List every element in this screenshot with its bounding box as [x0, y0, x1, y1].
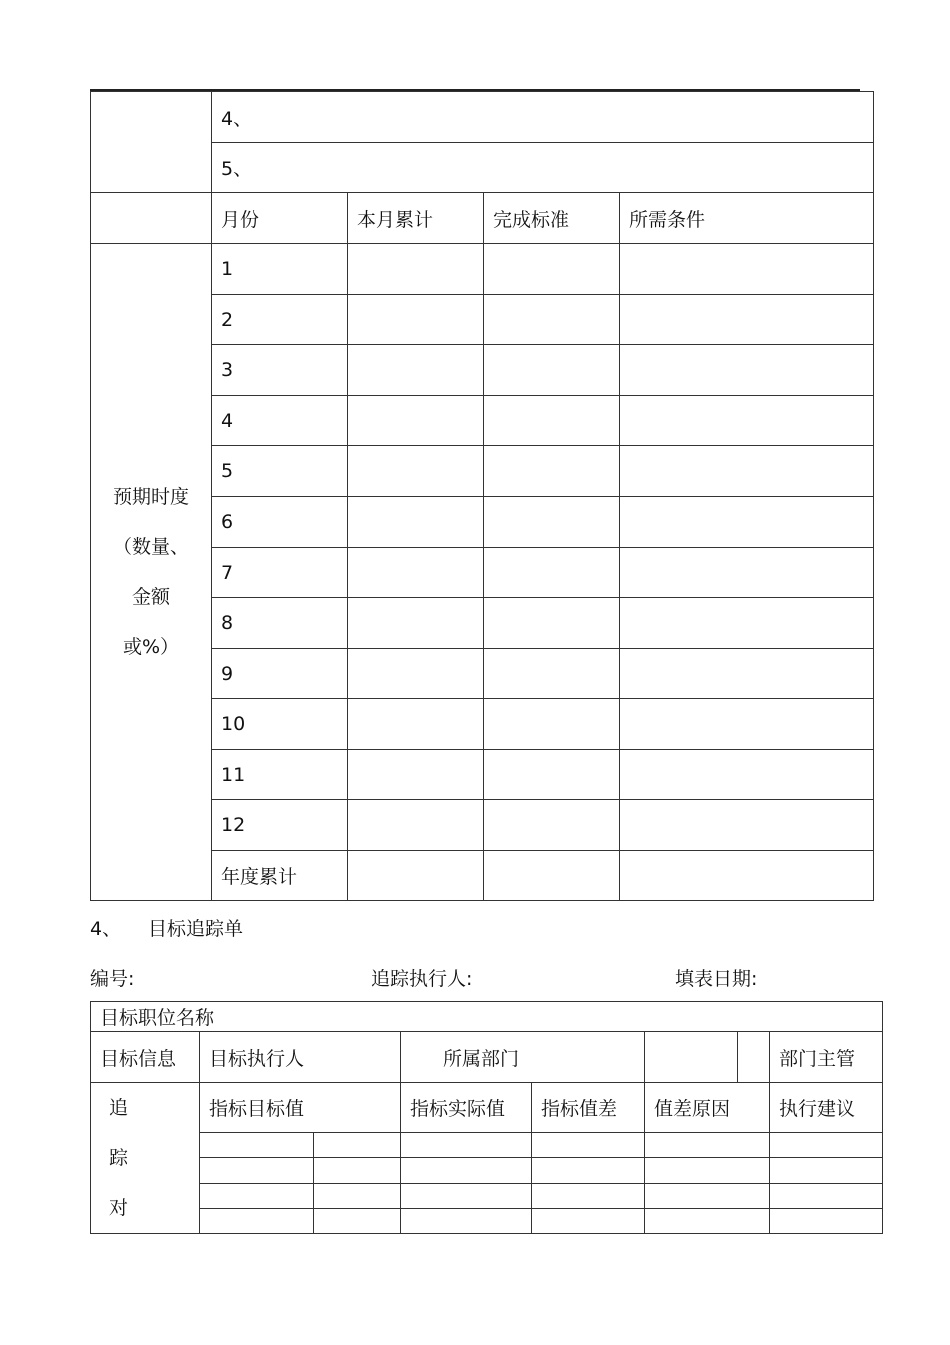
- empty-cell[interactable]: [200, 1184, 314, 1209]
- header-conditions: 所需条件: [620, 193, 874, 244]
- title-row: [91, 1002, 883, 1032]
- empty-cell[interactable]: [620, 851, 874, 901]
- empty-cell[interactable]: [484, 598, 620, 649]
- empty-cell[interactable]: [484, 497, 620, 548]
- header-standard: 完成标准: [484, 193, 620, 244]
- empty-cell[interactable]: [770, 1158, 883, 1184]
- header-actual-value: 指标实际值: [401, 1083, 532, 1133]
- table-row: [91, 1184, 883, 1209]
- empty-cell[interactable]: [348, 699, 484, 750]
- month-cell: 3: [212, 345, 348, 396]
- header-cumulative: 本月累计: [348, 193, 484, 244]
- empty-cell[interactable]: [484, 345, 620, 396]
- empty-cell[interactable]: [645, 1209, 770, 1234]
- empty-cell[interactable]: [620, 548, 874, 598]
- empty-cell[interactable]: [348, 649, 484, 699]
- info-row: [91, 1032, 883, 1083]
- divider: [737, 1032, 738, 1082]
- empty-cell[interactable]: [401, 1184, 532, 1209]
- empty-cell[interactable]: [620, 446, 874, 497]
- empty-cell[interactable]: [645, 1133, 770, 1158]
- empty-cell[interactable]: [620, 598, 874, 649]
- header-row: [91, 193, 874, 244]
- info-label-cell: 目标信息: [91, 1032, 200, 1083]
- empty-cell[interactable]: [401, 1133, 532, 1158]
- empty-cell[interactable]: [620, 497, 874, 548]
- tracker-label: 追踪执行人:: [371, 968, 473, 990]
- empty-cell[interactable]: [620, 244, 874, 295]
- month-cell: 4: [212, 396, 348, 446]
- empty-cell[interactable]: [200, 1209, 314, 1234]
- empty-cell[interactable]: [645, 1184, 770, 1209]
- empty-cell[interactable]: [484, 446, 620, 497]
- table-row: [91, 1209, 883, 1234]
- empty-cell[interactable]: [348, 800, 484, 851]
- table-row: [91, 1158, 883, 1184]
- blank-cell: [91, 92, 212, 193]
- position-title-cell: 目标职位名称: [91, 1002, 883, 1032]
- table-row: [91, 1133, 883, 1158]
- empty-cell[interactable]: [348, 497, 484, 548]
- empty-cell[interactable]: [348, 851, 484, 901]
- empty-cell[interactable]: [484, 750, 620, 800]
- date-label: 填表日期:: [675, 968, 758, 990]
- supervisor-cell: 部门主管: [770, 1032, 883, 1083]
- item-5-cell: 5、: [212, 143, 874, 193]
- month-cell: 11: [212, 750, 348, 800]
- month-cell: 7: [212, 548, 348, 598]
- empty-cell[interactable]: [348, 548, 484, 598]
- empty-cell[interactable]: [348, 446, 484, 497]
- empty-cell[interactable]: [484, 396, 620, 446]
- month-cell: 10: [212, 699, 348, 750]
- empty-cell[interactable]: [484, 699, 620, 750]
- track-char: 追: [109, 1097, 129, 1119]
- empty-cell[interactable]: [348, 396, 484, 446]
- month-cell: 8: [212, 598, 348, 649]
- empty-cell[interactable]: [620, 750, 874, 800]
- empty-cell[interactable]: [314, 1158, 401, 1184]
- month-cell: 1: [212, 244, 348, 295]
- month-cell: 6: [212, 497, 348, 548]
- empty-cell[interactable]: [348, 295, 484, 345]
- empty-cell[interactable]: [532, 1133, 645, 1158]
- empty-cell[interactable]: [532, 1184, 645, 1209]
- column-header-row: [91, 1083, 883, 1133]
- month-cell: 5: [212, 446, 348, 497]
- header-suggestion: 执行建议: [770, 1083, 883, 1133]
- empty-cell[interactable]: [200, 1133, 314, 1158]
- empty-cell[interactable]: [484, 851, 620, 901]
- empty-cell[interactable]: [484, 800, 620, 851]
- empty-cell[interactable]: [314, 1184, 401, 1209]
- empty-cell[interactable]: [645, 1158, 770, 1184]
- month-cell: 2: [212, 295, 348, 345]
- header-target-value: 指标目标值: [200, 1083, 401, 1133]
- empty-cell[interactable]: [348, 598, 484, 649]
- empty-cell[interactable]: [314, 1209, 401, 1234]
- monthly-plan-table: [90, 91, 874, 901]
- month-cell: 9: [212, 649, 348, 699]
- empty-cell[interactable]: [484, 649, 620, 699]
- empty-cell[interactable]: [620, 396, 874, 446]
- empty-cell[interactable]: [620, 699, 874, 750]
- empty-cell[interactable]: [770, 1209, 883, 1234]
- empty-cell[interactable]: [314, 1133, 401, 1158]
- label-line: 金额: [131, 586, 170, 608]
- empty-cell[interactable]: [484, 295, 620, 345]
- empty-cell[interactable]: [348, 750, 484, 800]
- header-value-diff: 指标值差: [532, 1083, 645, 1133]
- label-line: 预期时度: [112, 486, 189, 508]
- table-row: [91, 92, 874, 143]
- annual-total-cell: 年度累计: [212, 851, 348, 901]
- section-number: 4、: [90, 918, 122, 940]
- empty-cell[interactable]: [401, 1209, 532, 1234]
- empty-cell[interactable]: [620, 345, 874, 396]
- empty-cell[interactable]: [620, 800, 874, 851]
- blank-cell: [91, 193, 212, 244]
- empty-cell[interactable]: [770, 1133, 883, 1158]
- blank-info-cell[interactable]: [645, 1032, 770, 1083]
- track-char: 对: [109, 1197, 129, 1219]
- section-title: 目标追踪单: [148, 918, 244, 940]
- empty-cell[interactable]: [200, 1158, 314, 1184]
- number-label: 编号:: [90, 968, 135, 990]
- track-char: 踪: [109, 1147, 129, 1169]
- label-line: （数量、: [112, 536, 189, 558]
- executor-cell: 目标执行人: [200, 1032, 401, 1083]
- header-month: 月份: [212, 193, 348, 244]
- empty-cell[interactable]: [401, 1158, 532, 1184]
- empty-cell[interactable]: [348, 345, 484, 396]
- header-diff-reason: 值差原因: [645, 1083, 770, 1133]
- empty-cell[interactable]: [620, 295, 874, 345]
- empty-cell[interactable]: [620, 649, 874, 699]
- tracking-label-cell: [91, 1083, 200, 1234]
- empty-cell[interactable]: [484, 244, 620, 295]
- department-cell: 所属部门: [401, 1032, 645, 1083]
- item-4-cell: 4、: [212, 92, 874, 143]
- target-tracking-table: [90, 1001, 883, 1234]
- label-line: 或%）: [122, 636, 180, 658]
- table-row: [91, 244, 874, 295]
- empty-cell[interactable]: [532, 1209, 645, 1234]
- empty-cell[interactable]: [770, 1184, 883, 1209]
- expected-period-label: [91, 244, 212, 901]
- empty-cell[interactable]: [532, 1158, 645, 1184]
- empty-cell[interactable]: [484, 548, 620, 598]
- month-cell: 12: [212, 800, 348, 851]
- empty-cell[interactable]: [348, 244, 484, 295]
